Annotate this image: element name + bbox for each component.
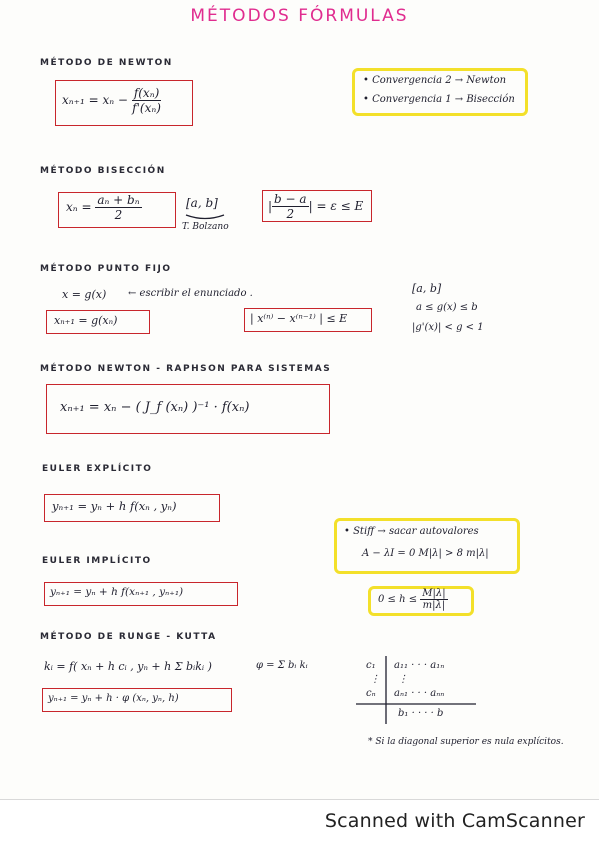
stiff-condition: 0 ≤ h ≤ $\frac{M|\lambda|}{m|\lambda|}$: [378, 588, 446, 611]
convergence-note-2: • Convergencia 1 → Bisección: [363, 94, 515, 105]
tableau-b-row: b₁ · · · · b: [398, 708, 444, 719]
punto-fijo-heading: MÉTODO PUNTO FIJO: [40, 264, 172, 274]
convergence-note-1: • Convergencia 2 → Newton: [363, 75, 507, 86]
newton-formula: xₙ₊₁ = xₙ − $\frac{\text{f(xₙ)}}{\text{f'(xₙ)}}$: [62, 86, 161, 115]
tableau-row-n: aₙ₁ · · · aₙₙ: [394, 688, 445, 699]
newton-raphson-heading: MÉTODO NEWTON - RAPHSON PARA SISTEMAS: [40, 364, 332, 374]
newton-raphson-formula: xₙ₊₁ = xₙ − ( J_f (xₙ) )⁻¹ · f(xₙ): [60, 400, 250, 415]
biseccion-heading: MÉTODO BISECCIÓN: [40, 166, 166, 176]
punto-fijo-error: | x⁽ⁿ⁾ − x⁽ⁿ⁻¹⁾ | ≤ E: [250, 312, 348, 325]
punto-fijo-hint: ← escribir el enunciado .: [128, 288, 253, 299]
euler-implicito-heading: EULER IMPLÍCITO: [42, 556, 152, 566]
runge-kutta-phi: φ = Σ bᵢ kᵢ: [256, 660, 308, 671]
page-title: MÉTODOS FÓRMULAS: [190, 6, 409, 26]
euler-implicito-formula: yₙ₊₁ = yₙ + h f(xₙ₊₁ , yₙ₊₁): [50, 586, 184, 598]
punto-fijo-cond-range: a ≤ g(x) ≤ b: [416, 302, 478, 313]
scanner-watermark: Scanned with CamScanner: [324, 810, 585, 832]
biseccion-interval: [a, b]: [186, 196, 218, 210]
euler-explicito-formula: yₙ₊₁ = yₙ + h f(xₙ , yₙ): [52, 499, 177, 513]
biseccion-error: | $\frac{b - a}{2}$ | = ε ≤ E: [268, 192, 364, 221]
punto-fijo-cond-derivative: |g'(x)| < g < 1: [412, 322, 484, 333]
stiff-note-1: • Stiff → sacar autovalores: [344, 526, 479, 537]
tableau-c-dots: ⋮: [370, 674, 380, 685]
tableau-cn: cₙ: [366, 688, 376, 699]
punto-fijo-eq: x = g(x): [62, 288, 107, 301]
runge-kutta-note: * Si la diagonal superior es nula explícitos.: [368, 737, 564, 747]
tableau-row-1: a₁₁ · · · a₁ₙ: [394, 660, 445, 671]
runge-kutta-k: kᵢ = f( xₙ + h cᵢ , yₙ + h Σ bᵢkᵢ ): [44, 660, 212, 673]
punto-fijo-cond-interval: [a, b]: [412, 282, 442, 295]
runge-kutta-heading: MÉTODO DE RUNGE - KUTTA: [40, 632, 217, 642]
bolzano-label: T. Bolzano: [182, 222, 229, 232]
euler-explicito-heading: EULER EXPLÍCITO: [42, 464, 153, 474]
biseccion-formula: xₙ = $\frac{\text{aₙ + bₙ}}{2}$: [66, 193, 140, 222]
tableau-row-dots: ⋮: [398, 674, 408, 685]
newton-fraction: $\frac{\text{f(xₙ)}}{\text{f'(xₙ)}}$: [132, 86, 161, 115]
runge-kutta-formula: yₙ₊₁ = yₙ + h · φ (xₙ, yₙ, h): [48, 693, 179, 704]
newton-heading: MÉTODO DE NEWTON: [40, 58, 173, 68]
stiff-note-2: A − λI = 0 M|λ| > 8 m|λ|: [362, 548, 489, 559]
tableau-c1: c₁: [366, 660, 376, 671]
punto-fijo-formula: xₙ₊₁ = g(xₙ): [54, 314, 118, 327]
